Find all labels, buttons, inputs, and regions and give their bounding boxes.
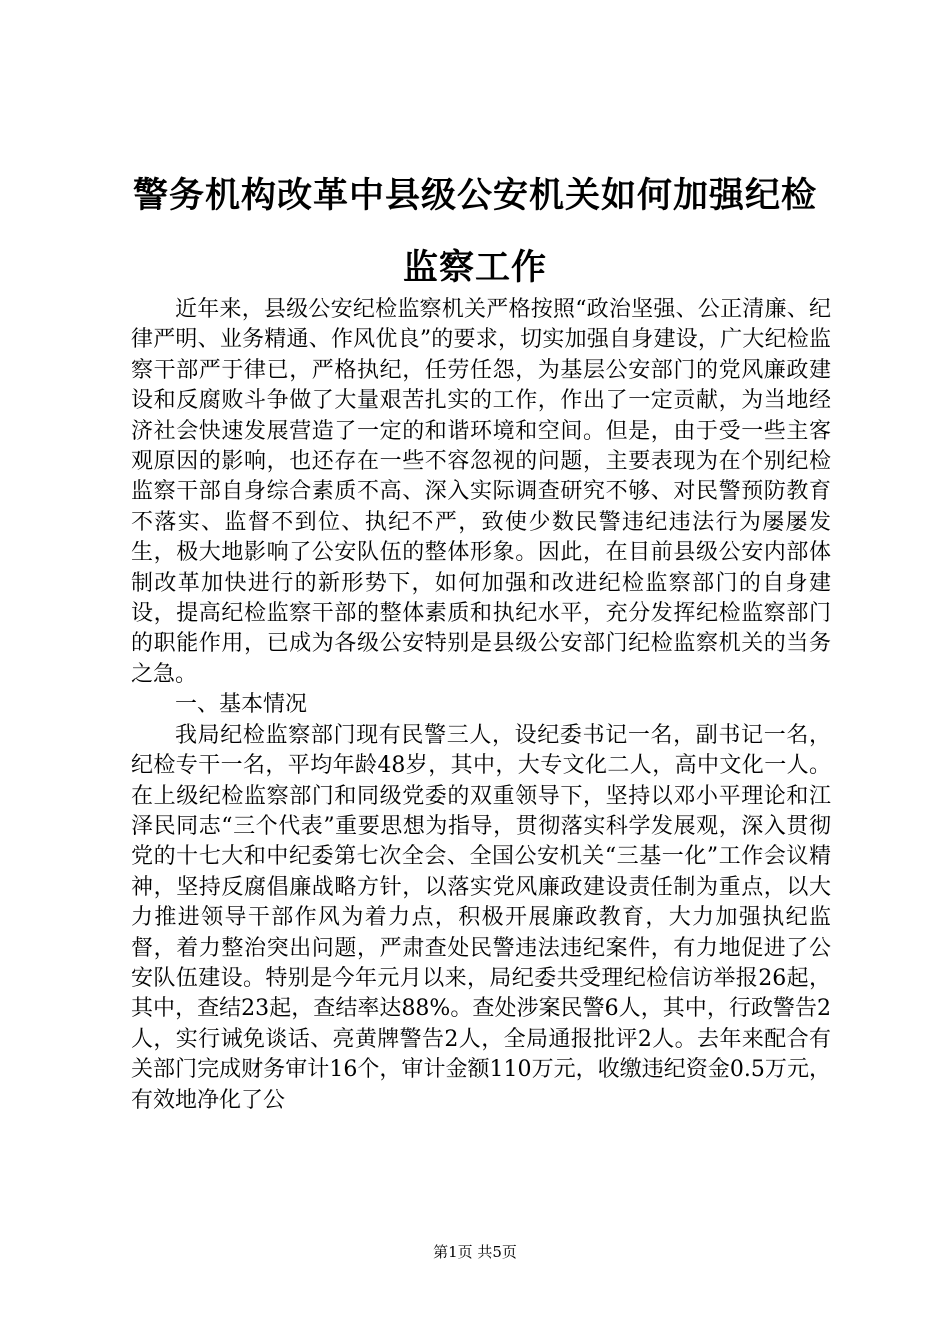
paragraph-intro: 近年来，县级公安纪检监察机关严格按照“政治坚强、公正清廉、纪律严明、业务精通、作风优良”的要求，切实加强自身建设，广大纪检监察干部严于律已，严格执纪，任劳任怨，为基层公安部门的党风廉政建设和反腐败斗争做了大量艰苦扎实的工作，作出了一定贡献，为当地经济社会快速发展营造了一定的和谐环境和空间。但是，由于受一些主客观原因的影响，也还存在一些不容忽视的问题，主要表现为在个别纪检监察干部自身综合素质不高、深入实际调查研究不够、对民警预防教育不落实、监督不到位、执纪不严，致使少数民警违纪违法行为屡屡发生，极大地影响了公安队伍的整体形象。因此，在目前县级公安内部体制改革加快进行的新形势下，如何加强和改进纪检监察部门的自身建设，提高纪检监察干部的整体素质和执纪水平，充分发挥纪检监察部门的职能作用，已成为各级公安特别是县级公安部门纪检监察机关的当务之急。 bbox=[131, 297, 831, 687]
section-heading-basic-situation: 一、基本情况 bbox=[175, 692, 308, 718]
paragraph-basic-situation: 我局纪检监察部门现有民警三人，设纪委书记一名，副书记一名，纪检专干一名，平均年龄48岁，其中，大专文化二人，高中文化一人。在上级纪检监察部门和同级党委的双重领导下，坚持以邓小平理论和江泽民同志“三个代表”重要思想为指导，贯彻落实科学发展观，深入贯彻党的十七大和中纪委第七次全会、全国公安机关“三基一化”工作会议精神，坚持反腐倡廉战略方针，以落实党风廉政建设责任制为重点，以大力推进领导干部作风为着力点，积极开展廉政教育，大力加强执纪监督，着力整治突出问题，严肃查处民警违法违纪案件，有力地促进了公安队伍建设。特别是今年元月以来，局纪委共受理纪检信访举报26起，其中，查结23起，查结率达88%。查处涉案民警6人，其中，行政警告2人，实行诫免谈话、亮黄牌警告2人，全局通报批评2人。去年来配合有关部门完成财务审计16个，审计金额110万元，收缴违纪资金0.5万元，有效地净化了公 bbox=[131, 722, 831, 1113]
document-body bbox=[131, 295, 831, 1116]
document-title: 警务机构改革中县级公安机关如何加强纪检监察工作 bbox=[132, 176, 817, 288]
page-number-footer: 第1页 共5页 bbox=[433, 1243, 517, 1261]
